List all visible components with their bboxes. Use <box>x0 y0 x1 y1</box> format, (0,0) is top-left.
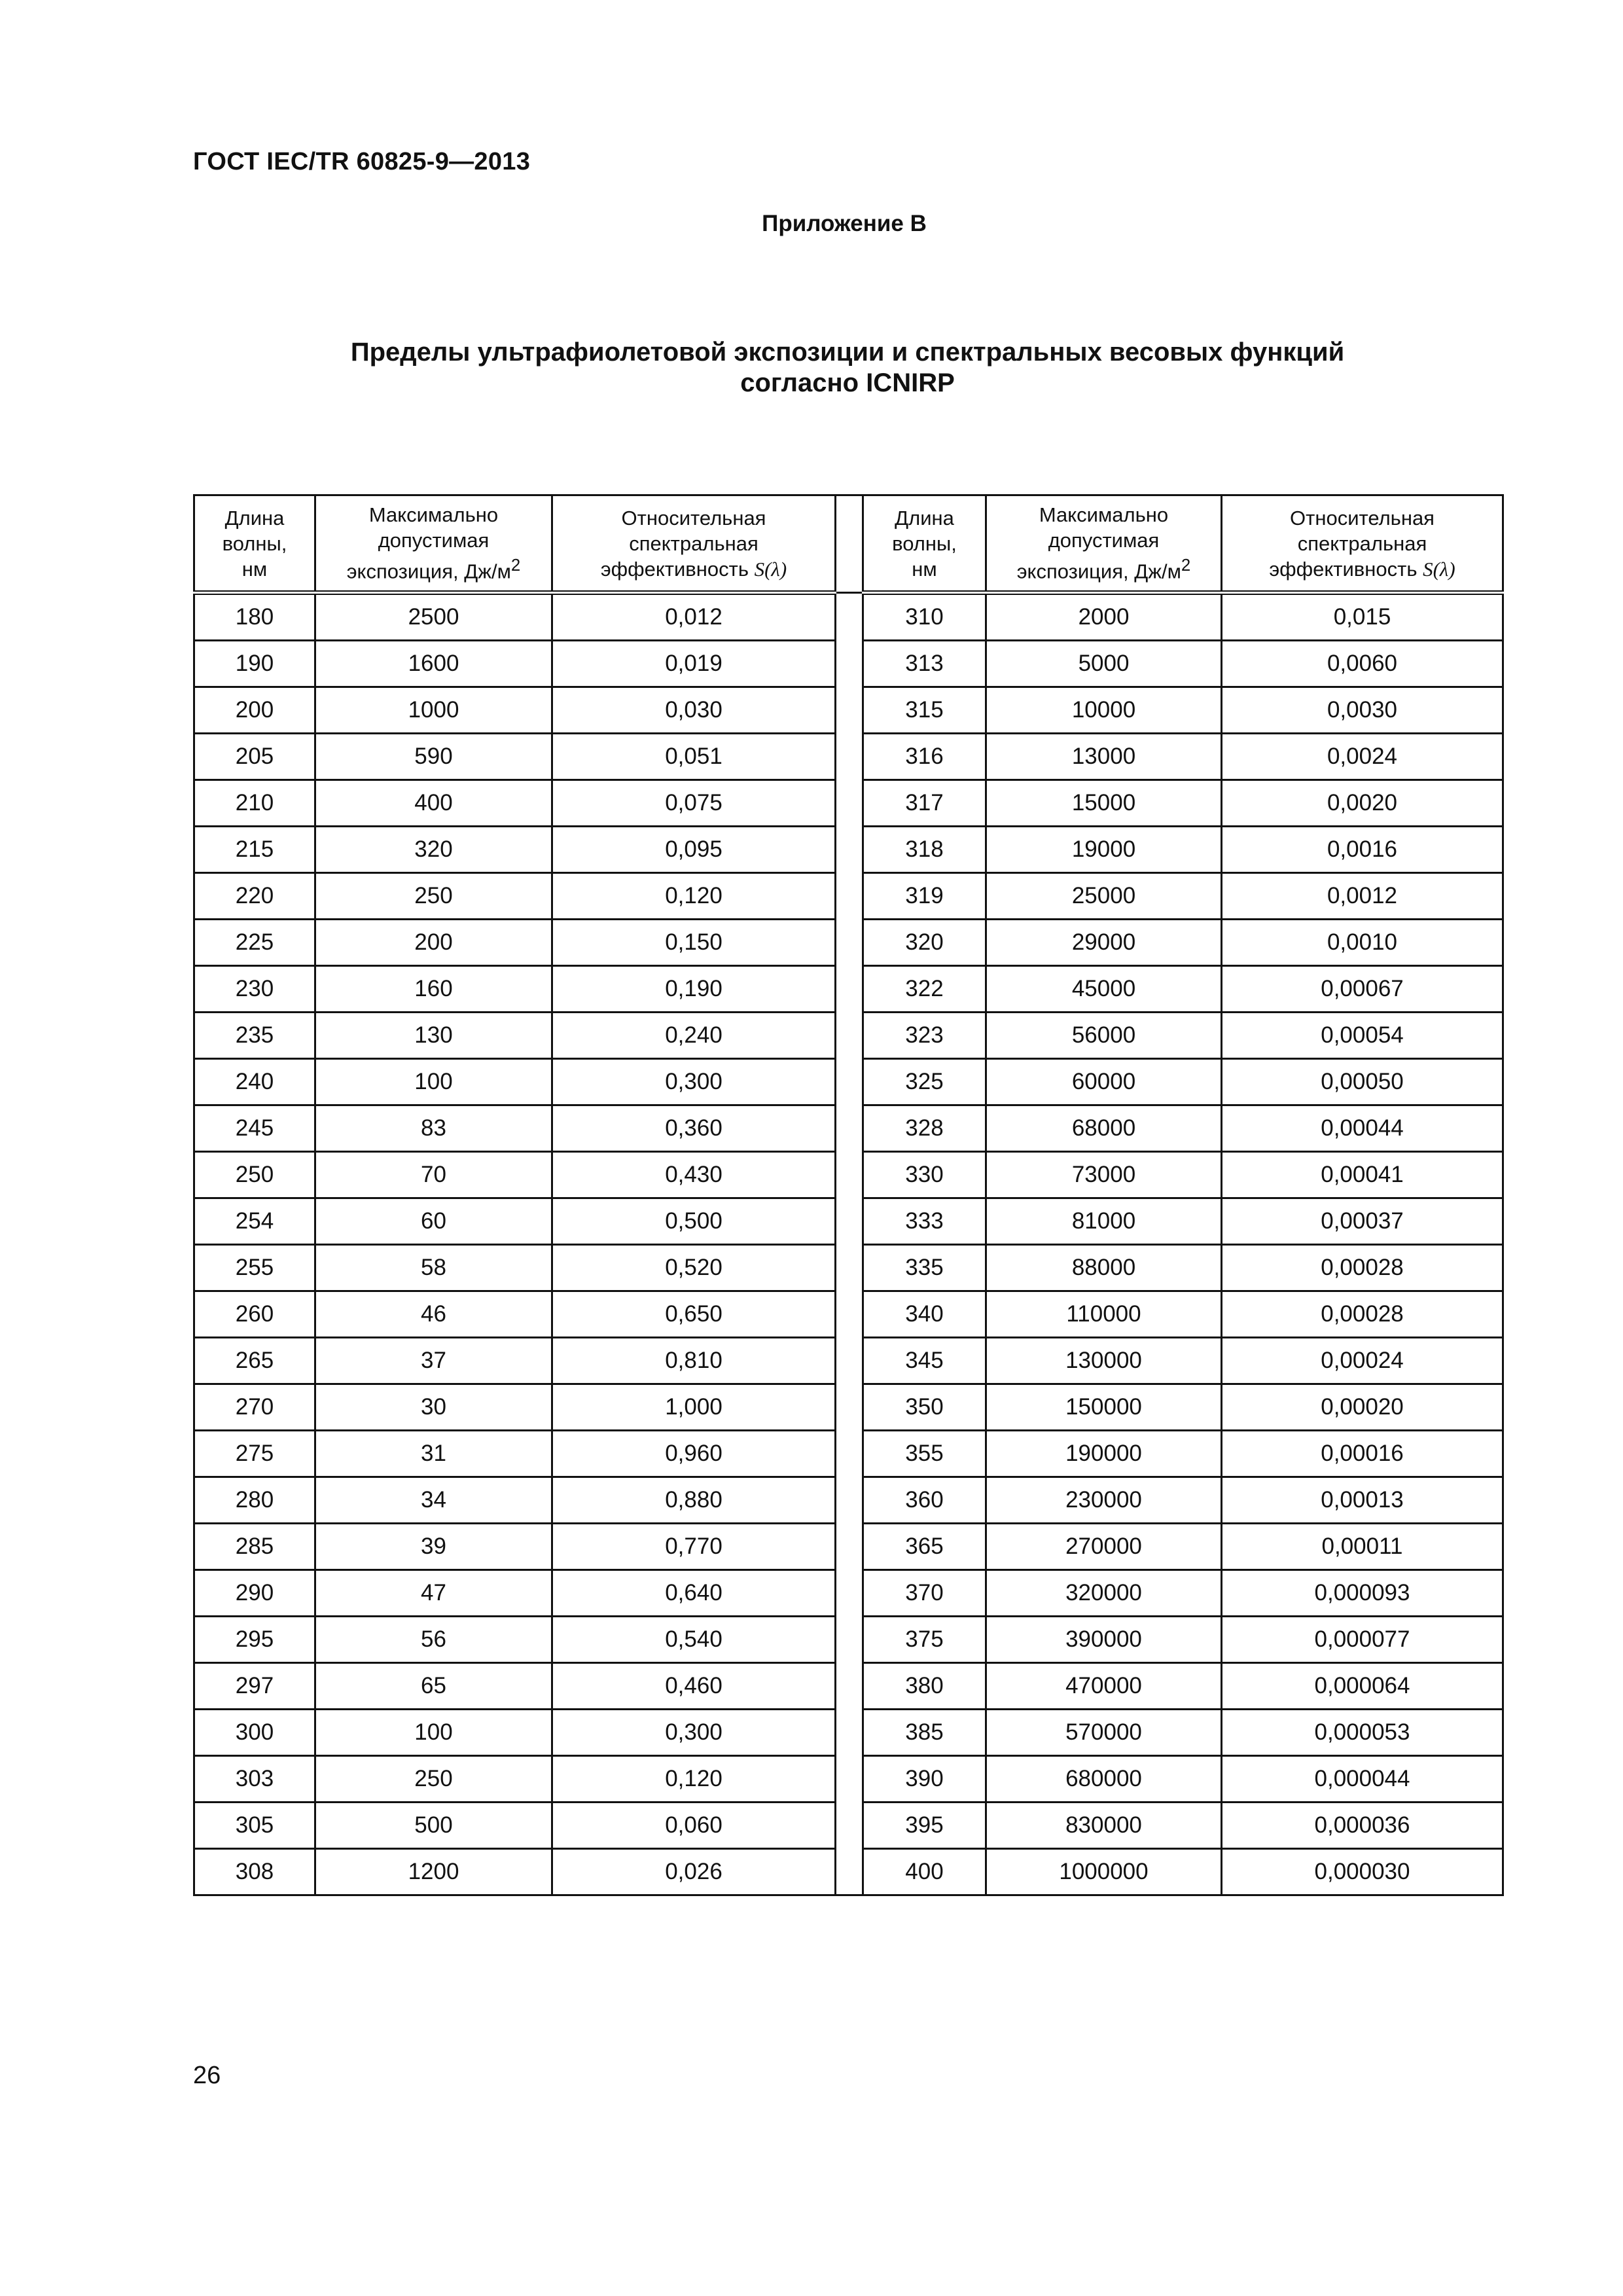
left-efficiency-cell: 0,360 <box>552 1105 836 1152</box>
column-separator <box>836 1756 863 1803</box>
left-wavelength-cell: 295 <box>194 1617 315 1663</box>
right-exposure-cell: 73000 <box>986 1152 1222 1198</box>
right-wavelength-cell: 313 <box>863 641 986 687</box>
left-exposure-cell: 200 <box>315 920 552 966</box>
right-wavelength-cell: 335 <box>863 1245 986 1291</box>
table-row <box>194 827 1503 873</box>
left-exposure-cell: 400 <box>315 780 552 827</box>
table-row <box>194 1570 1503 1617</box>
left-efficiency-cell: 0,540 <box>552 1617 836 1663</box>
header-efficiency-left: Относительная спектральная эффективность S(λ) <box>552 495 836 593</box>
right-exposure-cell: 68000 <box>986 1105 1222 1152</box>
right-efficiency-cell: 0,00020 <box>1222 1384 1503 1431</box>
header-efficiency-right: Относительная спектральная эффективность S(λ) <box>1222 495 1503 593</box>
right-wavelength-cell: 370 <box>863 1570 986 1617</box>
table-row <box>194 641 1503 687</box>
right-wavelength-cell: 310 <box>863 593 986 641</box>
right-wavelength-cell: 355 <box>863 1431 986 1477</box>
left-efficiency-cell: 0,075 <box>552 780 836 827</box>
column-separator <box>836 1291 863 1338</box>
left-wavelength-cell: 255 <box>194 1245 315 1291</box>
right-efficiency-cell: 0,00054 <box>1222 1013 1503 1059</box>
left-wavelength-cell: 245 <box>194 1105 315 1152</box>
left-exposure-cell: 65 <box>315 1663 552 1710</box>
right-efficiency-cell: 0,000053 <box>1222 1710 1503 1756</box>
column-separator <box>836 1384 863 1431</box>
column-separator <box>836 1338 863 1384</box>
left-wavelength-cell: 254 <box>194 1198 315 1245</box>
left-exposure-cell: 34 <box>315 1477 552 1524</box>
left-exposure-cell: 58 <box>315 1245 552 1291</box>
right-exposure-cell: 45000 <box>986 966 1222 1013</box>
column-separator <box>836 1617 863 1663</box>
column-separator <box>836 1105 863 1152</box>
right-exposure-cell: 88000 <box>986 1245 1222 1291</box>
right-wavelength-cell: 325 <box>863 1059 986 1105</box>
table-row <box>194 966 1503 1013</box>
right-exposure-cell: 680000 <box>986 1756 1222 1803</box>
column-separator <box>836 687 863 734</box>
left-exposure-cell: 500 <box>315 1803 552 1849</box>
right-exposure-cell: 130000 <box>986 1338 1222 1384</box>
right-efficiency-cell: 0,000044 <box>1222 1756 1503 1803</box>
column-separator <box>836 1059 863 1105</box>
left-exposure-cell: 56 <box>315 1617 552 1663</box>
column-separator <box>836 1803 863 1849</box>
table-row <box>194 1338 1503 1384</box>
left-exposure-cell: 83 <box>315 1105 552 1152</box>
left-wavelength-cell: 250 <box>194 1152 315 1198</box>
right-wavelength-cell: 322 <box>863 966 986 1013</box>
right-exposure-cell: 1000000 <box>986 1849 1222 1895</box>
left-exposure-cell: 250 <box>315 1756 552 1803</box>
table-row <box>194 1013 1503 1059</box>
column-separator <box>836 780 863 827</box>
left-wavelength-cell: 205 <box>194 734 315 780</box>
left-wavelength-cell: 230 <box>194 966 315 1013</box>
right-exposure-cell: 150000 <box>986 1384 1222 1431</box>
column-separator <box>836 593 863 641</box>
left-wavelength-cell: 275 <box>194 1431 315 1477</box>
right-efficiency-cell: 0,00028 <box>1222 1245 1503 1291</box>
title-line-2: согласно ICNIRP <box>740 368 955 397</box>
left-wavelength-cell: 240 <box>194 1059 315 1105</box>
table-row <box>194 1477 1503 1524</box>
table-row <box>194 1291 1503 1338</box>
left-efficiency-cell: 0,640 <box>552 1570 836 1617</box>
right-efficiency-cell: 0,00011 <box>1222 1524 1503 1570</box>
right-exposure-cell: 81000 <box>986 1198 1222 1245</box>
right-wavelength-cell: 380 <box>863 1663 986 1710</box>
right-exposure-cell: 15000 <box>986 780 1222 827</box>
left-exposure-cell: 320 <box>315 827 552 873</box>
right-wavelength-cell: 316 <box>863 734 986 780</box>
right-wavelength-cell: 340 <box>863 1291 986 1338</box>
right-wavelength-cell: 360 <box>863 1477 986 1524</box>
right-exposure-cell: 230000 <box>986 1477 1222 1524</box>
right-wavelength-cell: 345 <box>863 1338 986 1384</box>
left-wavelength-cell: 270 <box>194 1384 315 1431</box>
left-exposure-cell: 250 <box>315 873 552 920</box>
left-exposure-cell: 100 <box>315 1059 552 1105</box>
column-separator <box>836 734 863 780</box>
left-exposure-cell: 47 <box>315 1570 552 1617</box>
table-row <box>194 1849 1503 1895</box>
right-exposure-cell: 320000 <box>986 1570 1222 1617</box>
left-exposure-cell: 590 <box>315 734 552 780</box>
left-efficiency-cell: 0,460 <box>552 1663 836 1710</box>
column-separator <box>836 1198 863 1245</box>
left-wavelength-cell: 235 <box>194 1013 315 1059</box>
right-exposure-cell: 2000 <box>986 593 1222 641</box>
appendix-label: Приложение В <box>762 211 927 236</box>
right-exposure-cell: 830000 <box>986 1803 1222 1849</box>
left-efficiency-cell: 0,300 <box>552 1710 836 1756</box>
left-wavelength-cell: 220 <box>194 873 315 920</box>
left-exposure-cell: 70 <box>315 1152 552 1198</box>
table-row <box>194 1059 1503 1105</box>
left-efficiency-cell: 0,650 <box>552 1291 836 1338</box>
left-wavelength-cell: 190 <box>194 641 315 687</box>
left-exposure-cell: 31 <box>315 1431 552 1477</box>
left-wavelength-cell: 280 <box>194 1477 315 1524</box>
table-row <box>194 1245 1503 1291</box>
left-efficiency-cell: 0,012 <box>552 593 836 641</box>
column-separator <box>836 1431 863 1477</box>
table-row <box>194 1152 1503 1198</box>
right-efficiency-cell: 0,0010 <box>1222 920 1503 966</box>
column-separator <box>836 1152 863 1198</box>
right-efficiency-cell: 0,00013 <box>1222 1477 1503 1524</box>
right-wavelength-cell: 375 <box>863 1617 986 1663</box>
header-exposure-left: Максимально допустимая экспозиция, $Дж/м^2$ <box>315 495 552 593</box>
header-wavelength-left: Длина волны, нм <box>194 495 315 593</box>
left-exposure-cell: 1000 <box>315 687 552 734</box>
right-efficiency-cell: 0,0030 <box>1222 687 1503 734</box>
right-exposure-cell: 110000 <box>986 1291 1222 1338</box>
left-wavelength-cell: 215 <box>194 827 315 873</box>
left-efficiency-cell: 0,520 <box>552 1245 836 1291</box>
column-separator <box>836 873 863 920</box>
right-exposure-cell: 270000 <box>986 1524 1222 1570</box>
table-row <box>194 1803 1503 1849</box>
left-efficiency-cell: 0,500 <box>552 1198 836 1245</box>
right-exposure-cell: 19000 <box>986 827 1222 873</box>
left-efficiency-cell: 0,430 <box>552 1152 836 1198</box>
left-wavelength-cell: 180 <box>194 593 315 641</box>
table-row <box>194 1384 1503 1431</box>
right-efficiency-cell: 0,00028 <box>1222 1291 1503 1338</box>
left-exposure-cell: 130 <box>315 1013 552 1059</box>
column-separator <box>836 1710 863 1756</box>
left-efficiency-cell: 0,120 <box>552 1756 836 1803</box>
left-exposure-cell: 60 <box>315 1198 552 1245</box>
table-row <box>194 1710 1503 1756</box>
right-exposure-cell: 25000 <box>986 873 1222 920</box>
left-wavelength-cell: 285 <box>194 1524 315 1570</box>
left-exposure-cell: 1600 <box>315 641 552 687</box>
column-separator <box>836 827 863 873</box>
right-wavelength-cell: 328 <box>863 1105 986 1152</box>
right-efficiency-cell: 0,00044 <box>1222 1105 1503 1152</box>
right-efficiency-cell: 0,00041 <box>1222 1152 1503 1198</box>
uv-exposure-table <box>193 494 1504 1896</box>
right-efficiency-cell: 0,000036 <box>1222 1803 1503 1849</box>
right-exposure-cell: 190000 <box>986 1431 1222 1477</box>
column-separator <box>836 966 863 1013</box>
left-efficiency-cell: 0,960 <box>552 1431 836 1477</box>
left-efficiency-cell: 0,019 <box>552 641 836 687</box>
table-row <box>194 1524 1503 1570</box>
left-wavelength-cell: 308 <box>194 1849 315 1895</box>
left-exposure-cell: 100 <box>315 1710 552 1756</box>
right-efficiency-cell: 0,00024 <box>1222 1338 1503 1384</box>
column-separator <box>836 641 863 687</box>
right-efficiency-cell: 0,000064 <box>1222 1663 1503 1710</box>
page-title <box>193 337 1502 399</box>
left-efficiency-cell: 0,240 <box>552 1013 836 1059</box>
left-exposure-cell: 46 <box>315 1291 552 1338</box>
left-efficiency-cell: 0,095 <box>552 827 836 873</box>
header-wavelength-right: Длина волны, нм <box>863 495 986 593</box>
left-efficiency-cell: 0,190 <box>552 966 836 1013</box>
right-efficiency-cell: 0,00050 <box>1222 1059 1503 1105</box>
column-separator <box>836 1245 863 1291</box>
right-wavelength-cell: 395 <box>863 1803 986 1849</box>
title-line-1: Пределы ультрафиолетовой экспозиции и спектральных весовых функций <box>350 338 1345 367</box>
right-wavelength-cell: 365 <box>863 1524 986 1570</box>
column-separator <box>836 1663 863 1710</box>
right-exposure-cell: 29000 <box>986 920 1222 966</box>
right-wavelength-cell: 385 <box>863 1710 986 1756</box>
column-separator <box>836 1849 863 1895</box>
right-exposure-cell: 5000 <box>986 641 1222 687</box>
left-wavelength-cell: 210 <box>194 780 315 827</box>
left-efficiency-cell: 0,060 <box>552 1803 836 1849</box>
left-exposure-cell: 160 <box>315 966 552 1013</box>
left-wavelength-cell: 200 <box>194 687 315 734</box>
column-separator <box>836 1013 863 1059</box>
right-efficiency-cell: 0,0024 <box>1222 734 1503 780</box>
right-exposure-cell: 60000 <box>986 1059 1222 1105</box>
table-row <box>194 1663 1503 1710</box>
right-wavelength-cell: 390 <box>863 1756 986 1803</box>
table-row <box>194 734 1503 780</box>
left-exposure-cell: 2500 <box>315 593 552 641</box>
left-efficiency-cell: 0,026 <box>552 1849 836 1895</box>
table-row <box>194 593 1503 641</box>
right-efficiency-cell: 0,0016 <box>1222 827 1503 873</box>
table-header-row <box>194 495 1503 593</box>
left-wavelength-cell: 225 <box>194 920 315 966</box>
table-row <box>194 1198 1503 1245</box>
left-wavelength-cell: 290 <box>194 1570 315 1617</box>
right-exposure-cell: 390000 <box>986 1617 1222 1663</box>
left-exposure-cell: 37 <box>315 1338 552 1384</box>
right-exposure-cell: 56000 <box>986 1013 1222 1059</box>
right-exposure-cell: 570000 <box>986 1710 1222 1756</box>
left-efficiency-cell: 0,150 <box>552 920 836 966</box>
left-efficiency-cell: 0,810 <box>552 1338 836 1384</box>
right-efficiency-cell: 0,0012 <box>1222 873 1503 920</box>
column-separator <box>836 1477 863 1524</box>
left-efficiency-cell: 0,770 <box>552 1524 836 1570</box>
left-exposure-cell: 1200 <box>315 1849 552 1895</box>
right-wavelength-cell: 319 <box>863 873 986 920</box>
column-separator <box>836 920 863 966</box>
left-efficiency-cell: 0,300 <box>552 1059 836 1105</box>
right-efficiency-cell: 0,000030 <box>1222 1849 1503 1895</box>
right-wavelength-cell: 323 <box>863 1013 986 1059</box>
left-wavelength-cell: 300 <box>194 1710 315 1756</box>
right-wavelength-cell: 330 <box>863 1152 986 1198</box>
left-exposure-cell: 39 <box>315 1524 552 1570</box>
table-row <box>194 873 1503 920</box>
right-wavelength-cell: 317 <box>863 780 986 827</box>
left-wavelength-cell: 260 <box>194 1291 315 1338</box>
left-efficiency-cell: 1,000 <box>552 1384 836 1431</box>
right-efficiency-cell: 0,015 <box>1222 593 1503 641</box>
right-wavelength-cell: 333 <box>863 1198 986 1245</box>
left-efficiency-cell: 0,051 <box>552 734 836 780</box>
right-efficiency-cell: 0,00037 <box>1222 1198 1503 1245</box>
page-number: 26 <box>193 2062 221 2089</box>
table-row <box>194 1617 1503 1663</box>
right-wavelength-cell: 320 <box>863 920 986 966</box>
document-id: ГОСТ IEC/TR 60825-9—2013 <box>193 148 531 175</box>
right-efficiency-cell: 0,00067 <box>1222 966 1503 1013</box>
left-wavelength-cell: 305 <box>194 1803 315 1849</box>
right-efficiency-cell: 0,0060 <box>1222 641 1503 687</box>
table-row <box>194 1105 1503 1152</box>
right-efficiency-cell: 0,000093 <box>1222 1570 1503 1617</box>
left-wavelength-cell: 297 <box>194 1663 315 1710</box>
left-exposure-cell: 30 <box>315 1384 552 1431</box>
right-efficiency-cell: 0,00016 <box>1222 1431 1503 1477</box>
left-efficiency-cell: 0,030 <box>552 687 836 734</box>
table-row <box>194 920 1503 966</box>
left-wavelength-cell: 265 <box>194 1338 315 1384</box>
column-separator <box>836 1570 863 1617</box>
table-row <box>194 780 1503 827</box>
table-row <box>194 1431 1503 1477</box>
column-separator <box>836 1524 863 1570</box>
right-efficiency-cell: 0,0020 <box>1222 780 1503 827</box>
right-wavelength-cell: 400 <box>863 1849 986 1895</box>
header-exposure-right: Максимально допустимая экспозиция, $Дж/м^2$ <box>986 495 1222 593</box>
right-exposure-cell: 13000 <box>986 734 1222 780</box>
right-exposure-cell: 10000 <box>986 687 1222 734</box>
table-row <box>194 687 1503 734</box>
right-wavelength-cell: 318 <box>863 827 986 873</box>
right-exposure-cell: 470000 <box>986 1663 1222 1710</box>
right-wavelength-cell: 350 <box>863 1384 986 1431</box>
right-efficiency-cell: 0,000077 <box>1222 1617 1503 1663</box>
column-separator <box>836 495 863 593</box>
right-wavelength-cell: 315 <box>863 687 986 734</box>
left-efficiency-cell: 0,120 <box>552 873 836 920</box>
left-wavelength-cell: 303 <box>194 1756 315 1803</box>
table-row <box>194 1756 1503 1803</box>
table-body <box>194 593 1503 1895</box>
left-efficiency-cell: 0,880 <box>552 1477 836 1524</box>
